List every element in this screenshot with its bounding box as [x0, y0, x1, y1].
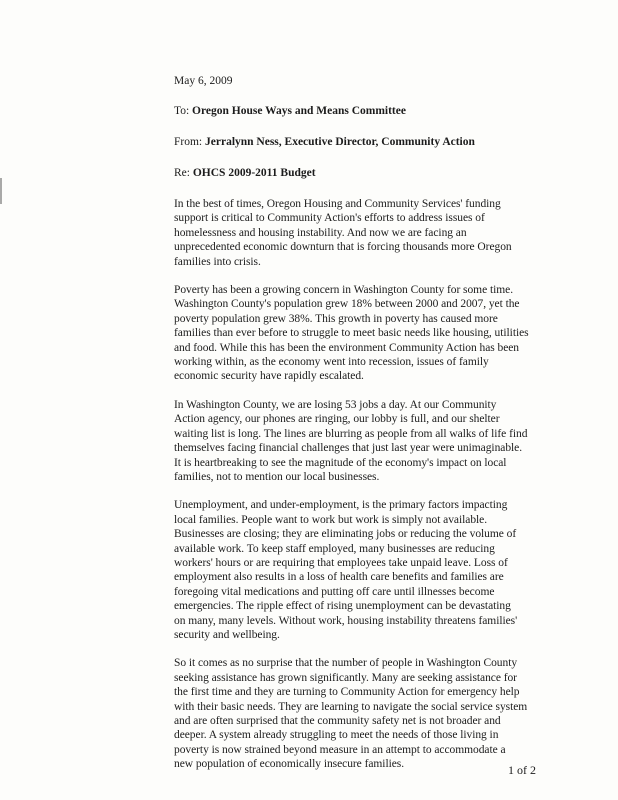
- paragraph-line: families into crisis.: [174, 255, 261, 268]
- paragraph-line: new population of economically insecure families.: [174, 758, 405, 771]
- paragraph-line: local families. People want to work but work is simply not available.: [174, 513, 488, 526]
- paragraph-line: Unemployment, and under-employment, is the primary factors impacting: [174, 499, 508, 512]
- body-paragraph: [174, 197, 606, 269]
- memo-to-value: Oregon House Ways and Means Committee: [192, 105, 406, 117]
- paragraph-line: In the best of times, Oregon Housing and Community Services' funding: [174, 198, 501, 210]
- paragraph-line: homelessness and housing instability. And now we are facing an: [174, 226, 467, 239]
- paragraph-line: themselves facing financial challenges that just last year were unimaginable.: [174, 442, 523, 455]
- paragraph-line: emergencies. The ripple effect of rising unemployment can be devastating: [174, 600, 511, 613]
- paragraph-line: support is critical to Community Action's efforts to address issues of: [174, 212, 485, 225]
- body-paragraph: [174, 656, 606, 771]
- paragraph-line: and are often surprised that the community safety net is not broader and: [174, 715, 501, 727]
- paragraph-line: In Washington County, we are losing 53 jobs a day. At our Community: [174, 398, 497, 411]
- paragraph-line: families, not to mention our local businesses.: [174, 470, 380, 483]
- paragraph-line: on many, many levels. Without work, housing instability threatens families': [174, 614, 518, 627]
- memo-date: May 6, 2009: [174, 75, 233, 87]
- memo-re-value: OHCS 2009-2011 Budget: [192, 167, 316, 179]
- body-paragraph: [174, 398, 606, 484]
- memo-from-value: Jerralynn Ness, Executive Director, Community Action: [205, 136, 475, 148]
- paragraph-line: Poverty has been a growing concern in Washington County for some time.: [174, 284, 514, 297]
- scan-artifact-mark: [0, 178, 2, 204]
- paragraph-line: and food. While this has been the environment Community Action has been: [174, 341, 520, 354]
- paragraph-line: employment also results in a loss of health care benefits and families are: [174, 571, 504, 584]
- paragraph-line: seeking assistance has grown significantly. Many are seeking assistance for: [174, 671, 517, 684]
- memo-to-line: [174, 104, 606, 118]
- memo-re-line: [174, 166, 606, 180]
- body-paragraph: [174, 498, 606, 642]
- paragraph-line: Businesses are closing; they are eliminating jobs or reducing the volume of: [174, 528, 517, 541]
- paragraph-line: Washington County's population grew 18% between 2000 and 2007, yet the: [174, 298, 520, 311]
- memo-to-label: To:: [174, 105, 190, 117]
- paragraph-line: economic security have rapidly escalated.: [174, 370, 364, 383]
- paragraph-line: deeper. A system already struggling to meet the needs of those living in: [174, 729, 499, 742]
- memo-from-line: [174, 135, 606, 149]
- paragraph-line: foregoing vital medications and putting off care until illnesses become: [174, 585, 495, 598]
- paragraph-line: unprecedented economic downturn that is forcing thousands more Oregon: [174, 241, 512, 254]
- paragraph-line: families than ever before to struggle to meet basic needs like housing, utilities: [174, 327, 529, 340]
- paragraph-line: poverty is now strained beyond measure in an attempt to accommodate a: [174, 743, 506, 756]
- paragraph-line: with their basic needs. They are learning to navigate the social service system: [174, 700, 528, 713]
- paragraph-line: the first time and they are turning to Community Action for emergency help: [174, 686, 520, 699]
- memo-from-label: From:: [174, 136, 203, 148]
- paragraph-line: poverty population grew 38%. This growth in poverty has caused more: [174, 312, 498, 325]
- memo-re-label: Re:: [174, 167, 190, 179]
- paragraph-line: security and wellbeing.: [174, 628, 280, 641]
- paragraph-line: waiting list is long. The lines are blurring as people from all walks of life find: [174, 427, 528, 440]
- memo-paragraphs: [174, 197, 606, 772]
- paragraph-line: Action agency, our phones are ringing, our lobby is full, and our shelter: [174, 413, 500, 426]
- page-number: 1 of 2: [508, 763, 536, 777]
- paragraph-line: working within, as the economy went into recession, issues of family: [174, 356, 489, 369]
- paragraph-line: workers' hours or are requiring that employees take unpaid leave. Loss of: [174, 556, 508, 569]
- memo-body: [174, 74, 606, 786]
- body-paragraph: [174, 283, 606, 384]
- paragraph-line: So it comes as no surprise that the number of people in Washington County: [174, 657, 518, 670]
- paragraph-line: It is heartbreaking to see the magnitude of the economy's impact on local: [174, 456, 507, 469]
- paragraph-line: available work. To keep staff employed, many businesses are reducing: [174, 542, 495, 555]
